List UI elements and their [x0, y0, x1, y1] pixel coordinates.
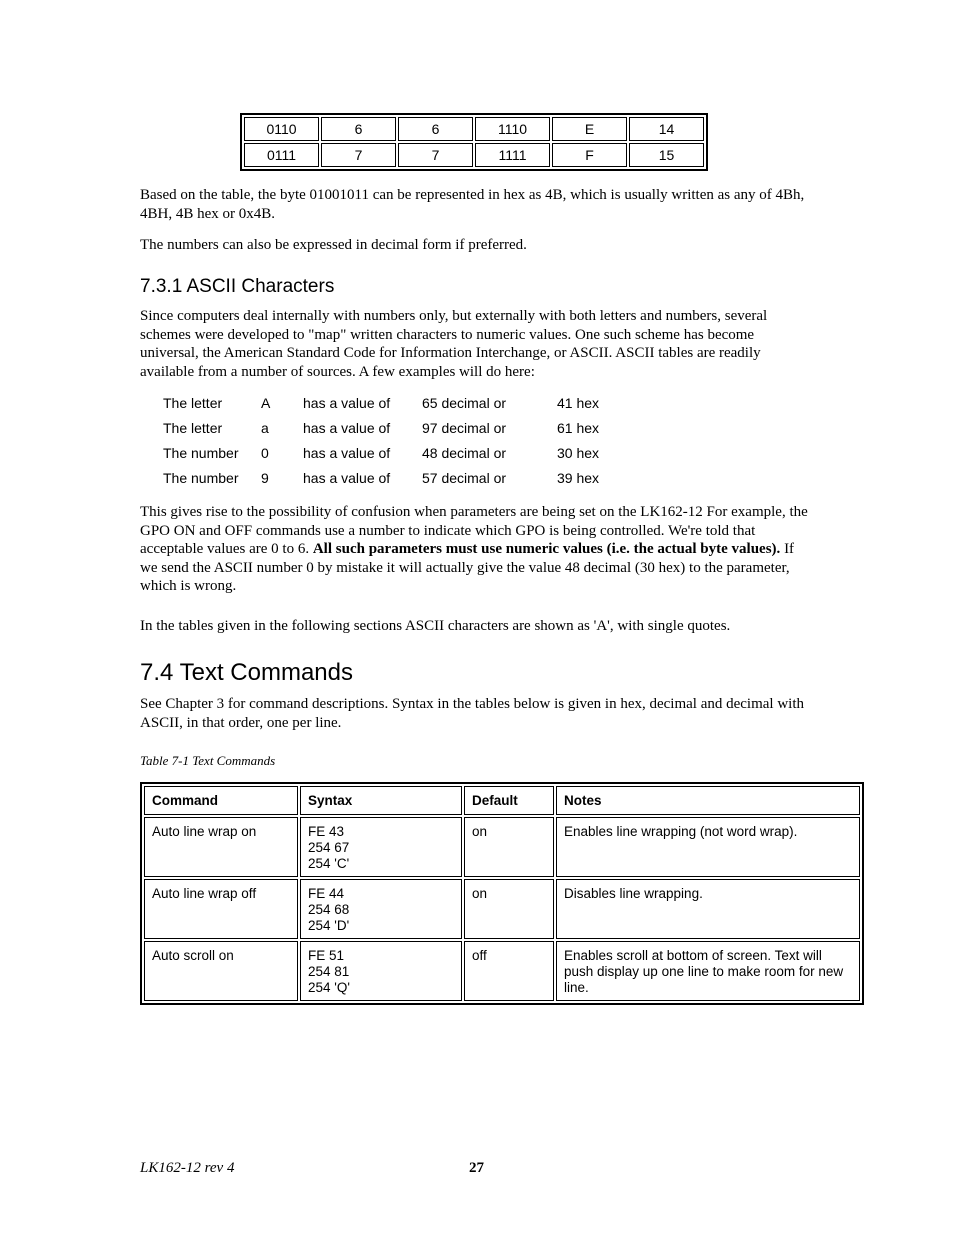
syntax-ascii: 254 'D' — [308, 918, 350, 933]
table-cell: 7 — [398, 143, 473, 167]
example-phrase: has a value of — [303, 470, 391, 486]
notes-cell: Disables line wrapping. — [556, 879, 860, 939]
notes-cell: Enables scroll at bottom of screen. Text will push display up one line to make room for new line. — [556, 941, 860, 1001]
default-cell: on — [464, 879, 554, 939]
table-cell: 7 — [321, 143, 396, 167]
example-hex: 61 hex — [557, 420, 600, 436]
hex-conversion-table — [240, 113, 708, 171]
syntax-hex: FE 43 — [308, 824, 345, 839]
table-row — [244, 143, 704, 167]
table-cell: 14 — [629, 117, 704, 141]
example-char: 0 — [261, 445, 269, 461]
table-cell: E — [552, 117, 627, 141]
example-phrase: has a value of — [303, 395, 391, 411]
example-char: A — [261, 395, 271, 411]
paragraph-chapter-reference: See Chapter 3 for command descriptions. Syntax in the tables below is given in hex, decimal and decimal with ASCII, in that order, one per line. — [140, 696, 805, 731]
heading-text-commands: 7.4 Text Commands — [140, 659, 353, 686]
table-cell: 1110 — [475, 117, 550, 141]
example-decimal: 48 decimal or — [422, 445, 507, 461]
column-header-notes: Notes — [556, 786, 860, 815]
default-cell: off — [464, 941, 554, 1001]
syntax-hex: FE 44 — [308, 886, 345, 901]
example-kind: The number — [163, 470, 239, 486]
notes-cell: Enables line wrapping (not word wrap). — [556, 817, 860, 877]
text-commands-table — [140, 782, 864, 1005]
heading-ascii-characters: 7.3.1 ASCII Characters — [140, 276, 335, 297]
default-cell: on — [464, 817, 554, 877]
example-decimal: 97 decimal or — [422, 420, 507, 436]
syntax-cell — [300, 817, 462, 877]
paragraph-hex-representation: Based on the table, the byte 01001011 can be represented in hex as 4B, which is usually written as any of 4Bh, 4BH, 4B hex or 0x4B. — [140, 187, 805, 222]
example-decimal: 65 decimal or — [422, 395, 507, 411]
example-char: 9 — [261, 470, 269, 486]
paragraph-confusion-warning — [140, 503, 815, 596]
table-row — [144, 879, 860, 939]
paragraph-ascii-quotes: In the tables given in the following sections ASCII characters are shown as 'A', with single quotes. — [140, 618, 731, 634]
table-cell: 0111 — [244, 143, 319, 167]
column-header-command: Command — [144, 786, 298, 815]
syntax-decimal: 254 68 — [308, 902, 350, 917]
example-hex: 30 hex — [557, 445, 600, 461]
table-row — [144, 941, 860, 1001]
table-cell: 6 — [398, 117, 473, 141]
paragraph-decimal-form: The numbers can also be expressed in decimal form if preferred. — [140, 237, 527, 253]
example-phrase: has a value of — [303, 420, 391, 436]
table-row — [144, 817, 860, 877]
column-header-syntax: Syntax — [300, 786, 462, 815]
table-cell: 1111 — [475, 143, 550, 167]
example-decimal: 57 decimal or — [422, 470, 507, 486]
table-cell: 6 — [321, 117, 396, 141]
table-cell: F — [552, 143, 627, 167]
text-span: If we send the ASCII number 0 by mistake it will actually give the value 48 decimal (30 hex) to the parameter, which is wrong. — [140, 541, 795, 594]
syntax-cell — [300, 941, 462, 1001]
footer-document-id: LK162-12 rev 4 — [140, 1160, 235, 1176]
example-kind: The letter — [163, 420, 223, 436]
example-kind: The number — [163, 445, 239, 461]
paragraph-ascii-intro: Since computers deal internally with numbers only, but externally with both letters and numbers, several schemes were developed to "map" written characters to numeric values. One such scheme has become universal, the American Standard Code for Information Interchange, or ASCII. ASCII tables are readily available from a number of sources. A few examples will do here: — [140, 308, 768, 380]
command-cell: Auto scroll on — [144, 941, 298, 1001]
example-hex: 39 hex — [557, 470, 600, 486]
command-cell: Auto line wrap off — [144, 879, 298, 939]
table-cell: 0110 — [244, 117, 319, 141]
table-cell: 15 — [629, 143, 704, 167]
example-hex: 41 hex — [557, 395, 600, 411]
example-char: a — [261, 420, 269, 436]
syntax-decimal: 254 81 — [308, 964, 350, 979]
syntax-cell — [300, 879, 462, 939]
column-header-default: Default — [464, 786, 554, 815]
table-caption: Table 7-1 Text Commands — [140, 753, 276, 768]
example-kind: The letter — [163, 395, 223, 411]
footer-page-number: 27 — [469, 1160, 484, 1176]
command-cell: Auto line wrap on — [144, 817, 298, 877]
table-row — [244, 117, 704, 141]
syntax-hex: FE 51 — [308, 948, 345, 963]
syntax-ascii: 254 'C' — [308, 856, 350, 871]
text-span: This gives rise to the possibility of confusion when parameters are being set on the LK162-12 For example, the GPO ON and OFF commands use a number to indicate which GPO is being controlled. We're told that acceptable values are 0 to 6. — [140, 504, 808, 557]
table-header-row — [144, 786, 860, 815]
syntax-ascii: 254 'Q' — [308, 980, 350, 995]
syntax-decimal: 254 67 — [308, 840, 350, 855]
bold-warning: All such parameters must use numeric values (i.e. the actual byte values). — [312, 541, 781, 557]
example-phrase: has a value of — [303, 445, 391, 461]
